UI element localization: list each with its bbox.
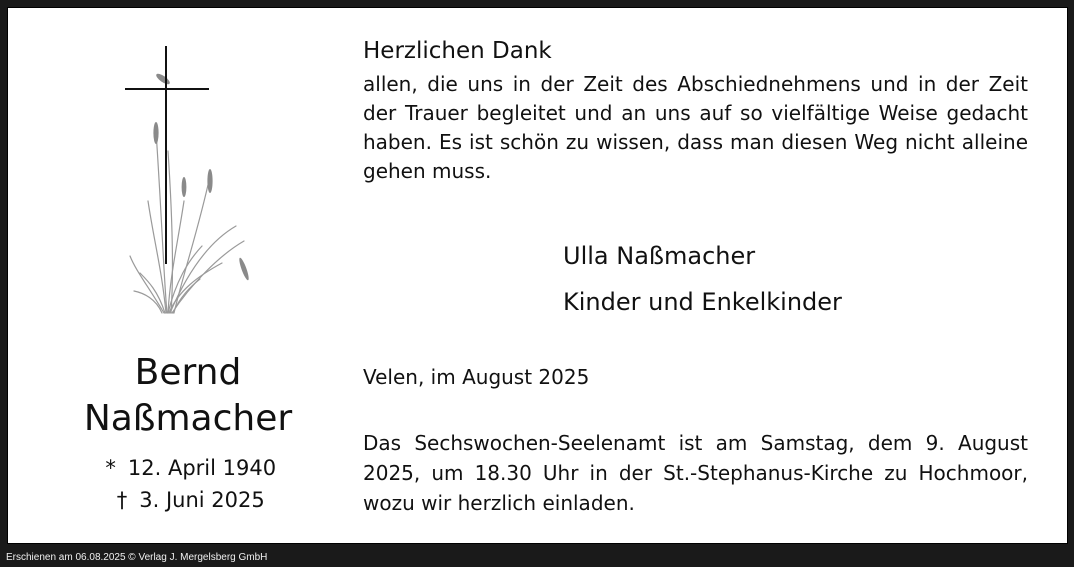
heading: Herzlichen Dank <box>363 38 552 64</box>
life-dates <box>68 452 308 516</box>
signatory-2: Kinder und Enkelkinder <box>563 288 842 316</box>
death-line <box>68 484 308 516</box>
service-announcement: Das Sechswochen-Seelenamt ist am Samstag, dem 9. August 2025, um 18.30 Uhr in der St.-Stephanus-Kirche zu Hochmoor, wozu wir herzlich einladen. <box>363 431 1028 515</box>
obituary-card <box>7 7 1068 544</box>
publication-footer: Erschienen am 06.08.2025 © Verlag J. Mergelsberg GmbH <box>6 552 268 563</box>
signatories <box>563 233 842 325</box>
thanks-section <box>363 34 1028 186</box>
deceased-first-name: Bernd <box>134 352 242 393</box>
death-symbol: † <box>116 488 128 512</box>
birth-line <box>68 452 308 484</box>
signatory-1: Ulla Naßmacher <box>563 242 756 270</box>
death-date: 3. Juni 2025 <box>139 488 265 512</box>
birth-symbol: * <box>105 456 116 480</box>
deceased-block <box>68 350 308 516</box>
birth-date: 12. April 1940 <box>127 456 277 480</box>
place-date: Velen, im August 2025 <box>363 365 590 389</box>
deceased-last-name: Naßmacher <box>83 398 293 439</box>
cross-with-grass-icon <box>118 41 258 321</box>
thanks-text: allen, die uns in der Zeit des Abschiednehmens und in der Zeit der Trauer begleitet und an uns auf so vielfältige Weise gedacht haben. Es ist schön zu wissen, dass man diesen Weg nicht alleine gehen muss. <box>363 72 1028 183</box>
